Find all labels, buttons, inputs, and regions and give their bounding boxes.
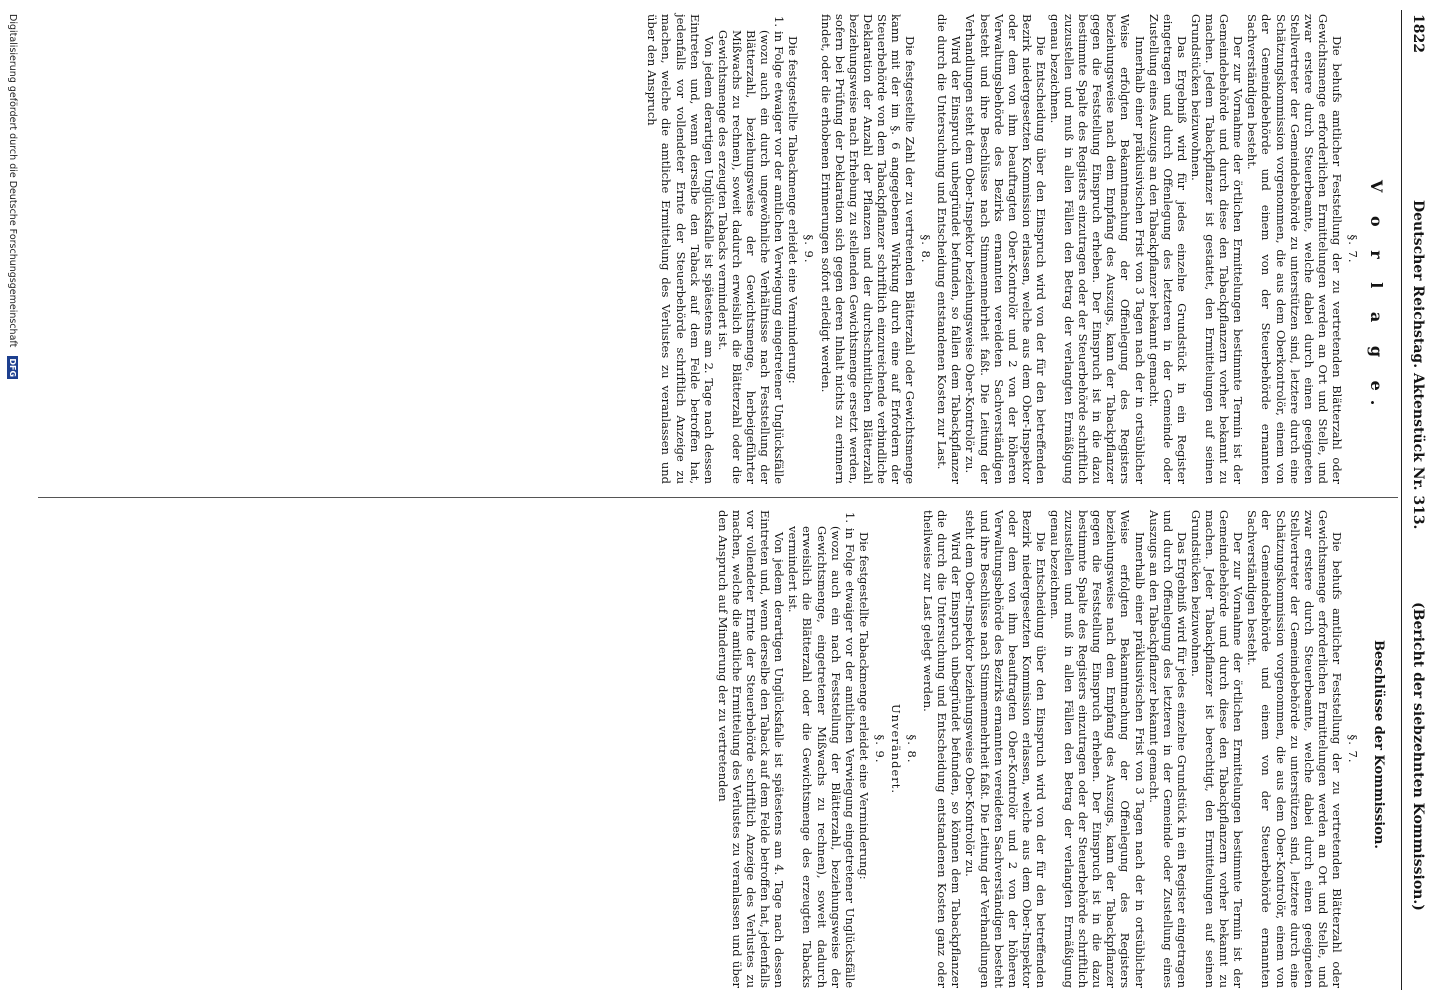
right-s9-item1: 1. in Folge etwaiger vor der amtlichen Verwiegung eingetretener Unglücksfälle (wozu auch ein nach Feststellung der Blätterzahl, beziehungsweise der Gewichtsmenge, eingetretener Mißwachs zu rechnen), soweit dadurch erweislich die Blätterzahl oder die Gewichtsmenge des erzeugten Tabacks vermindert ist. [786,512,857,988]
right-s7-p2: Der zur Vornahme der örtlichen Ermittelungen bestimmte Termin ist der Gemeindebehörde und durch diese den Tabackpflanzern vorher bekannt zu machen. Jeder Tabackpflanzer ist berechtigt, den Ermittelungen auf seinen Grundstücken beizuwohnen. [1188,510,1246,988]
right-column-title: Beschlüsse der Kommission. [1371,640,1386,849]
left-s9-item1: 1. in Folge etwaiger vor der amtlichen Verwiegung eingetretener Unglücksfälle (wozu auch ein durch ungewöhnliche Verhältnisse nach Feststellung der Blätterzahl, beziehungsweise der Gewichtsmenge, herbeigeführter Mißwachs zu rechnen), soweit dadurch erweislich die Blätterzahl oder die Gewichtsmenge des erzeugten Tabacks vermindert ist. [715,16,787,484]
left-column [645,14,1362,484]
left-s7-p6: Wird der Einspruch unbegründet befunden, so fallen dem Tabackpflanzer die durch die Untersuchung und Entscheidung entstandenen Kosten zur Last. [935,14,964,484]
right-s9-heading: §. 9. [872,734,887,764]
right-s7-p3: Das Ergebniß wird für jedes einzelne Grundstück in ein Register eingetragen und durch Offenlegung des letzteren in der Gemeinde oder Zustellung eines Auszugs an den Tabackpflanzer bekannt gemacht. [1146,510,1189,988]
left-s9-p2: Von jedem derartigen Unglücksfalle ist spätestens am 2. Tage nach dessen Eintreten und, wenn derselbe den Taback auf dem Felde betroffen hat, jedenfalls vor vollendeter Ernte der Steuerbehörde schriftlich Anzeige zu machen, welche die amtliche Ermittelung des Verlustes zu veranlassen und über den Anspruch [645,14,716,484]
page-number: 1822 [1410,14,1426,53]
left-s7-heading: §. 7. [1346,234,1360,264]
left-s7-p4: Innerhalb einer präklusivischen Frist von 3 Tagen nach der in ortsüblicher Weise erfolgten Bekanntmachung der Offenlegung des Registers beziehungsweise nach dem Empfang des Auszugs, kann der Tabackpflanzer gegen die Feststellung Einspruch erheben. Der Einspruch ist in die dazu bestimmte Spalte des Registers einzutragen oder der Steuerbehörde schriftlich zuzustellen und muß in allen Fällen den Betrag der verlangten Ermäßigung genau bezeichnen. [1048,14,1147,484]
dfg-logo-icon: DFG [8,358,17,378]
header-rule [1401,10,1402,990]
right-s7-p4: Innerhalb einer präklusivischen Frist von 3 Tagen nach der in ortsüblicher Weise erfolgten Bekanntmachung der Offenlegung des Registers beziehungsweise nach dem Empfang des Auszugs, kann der Tabackpflanzer gegen die Feststellung Einspruch erheben. Der Einspruch ist in die dazu bestimmte Spalte des Registers einzutragen oder der Steuerbehörde schriftlich zuzustellen und muß in allen Fällen den Betrag der verlangten Ermäßigung genau bezeichnen. [1048,510,1147,988]
right-s7-p5: Die Entscheidung über den Einspruch wird von der für den betreffenden Bezirk niedergesetzten Kommission erlassen, welche aus dem Ober-Inspektor oder dem von ihm beauftragten Ober-Kontrolör und 2 von der höheren Verwaltungsbehörde des Bezirks ernannten vereideten Sachverständigen besteht und ihre Beschlüsse nach Stimmenmehrheit faßt. Die Leitung der Verhandlungen steht dem Ober-Inspektor beziehungsweise Ober-Kontrolör zu. [963,510,1048,988]
right-s7-p1: Die behufs amtlicher Feststellung der zu vertretenden Blätterzahl oder Gewichtsmenge erforderlichen Ermittelungen werden an Ort und Stelle, und zwar erstere durch Steuerbeamte, welche dabei durch einen geeigneten Stellvertreter der Gemeindebehörde zu unterstützen sind, letztere durch eine Schätzungskommission vorgenommen, die aus dem Ober-Kontrolör, einem von der Gemeindebehörde und einem von der Steuerbehörde ernannten Sachverständigen besteht. [1245,510,1344,988]
right-s7-heading: §. 7. [1346,734,1360,764]
left-s7-p5: Die Entscheidung über den Einspruch wird von der für den betreffenden Bezirk niedergesetzten Kommission erlassen, welche aus dem Ober-Inspektor oder dem von ihm beauftragten Ober-Kontrolör und 2 von der höheren Verwaltungsbehörde des Bezirks ernannten vereideten Sachverständigen besteht und ihre Beschlüsse nach Stimmenmehrheit faßt. Die Leitung der Verhandlungen steht dem Ober-Inspektor beziehungsweise Ober-Kontrolör zu. [963,14,1048,484]
left-column-title: V o r l a g e. [1367,180,1386,415]
left-s8-p1: Die festgestellte Zahl der zu vertretenden Blätterzahl oder Gewichtsmenge kann mit der im §. 6 angegebenen Wirkung durch eine auf Erfordern der Steuerbehörde von dem Tabackpflanzer schriftlich einzureichende verbindliche Deklaration der Anzahl der Pflanzen und der durchschnittlichen Blätterzahl beziehungsweise nach Erhebung zu stellenden Gewichtsmenge ersetzt werden, sofern bei Prüfung der Deklaration sich gegen deren Inhalt nichts zu erinnern findet, oder die erhobenen Erinnerungen sofort erledigt werden. [818,14,918,484]
right-column [716,510,1362,988]
left-s9-heading: §. 9. [802,234,817,264]
right-s8-unchanged: Unverändert. [889,703,903,795]
journal-subtitle: (Bericht der siebzehnten Kommission.) [1410,602,1426,911]
column-divider [38,497,1398,498]
left-s7-p3: Das Ergebniß wird für jedes einzelne Grundstück in ein Register eingetragen und durch Offenlegung des letzteren in der Gemeinde oder Zustellung eines Auszugs an den Tabackpflanzer bekannt gemacht. [1146,14,1189,484]
left-s7-p1: Die behufs amtlicher Feststellung der zu vertretenden Blätterzahl oder Gewichtsmenge erforderlichen Ermittelungen werden an Ort und Stelle, und zwar erstere durch Steuerbeamte, welche dabei durch einen geeigneten Stellvertreter der Gemeindebehörde zu unterstützen sind, letztere durch eine Schätzungskommission vorgenommen, die aus dem Oberkontrolör, einem von der Gemeindebehörde und einem von der Steuerbehörde ernannten Sachverständigen besteht. [1245,14,1344,484]
left-s7-p2: Der zur Vornahme der örtlichen Ermittelungen bestimmte Termin ist der Gemeindebehörde und durch diese den Tabackpflanzern vorher bekannt zu machen. Jedem Tabackpflanzer ist gestattet, den Ermittelungen auf seinen Grundstücken beizuwohnen. [1188,14,1246,484]
left-s9-p1: Die festgestellte Tabackmenge erleidet eine Verminderung: [786,36,801,384]
left-s8-heading: §. 8. [919,234,934,264]
digitization-note [7,14,18,379]
journal-title: Deutscher Reichstag. Aktenstück Nr. 313. [1410,200,1426,530]
right-s9-p2: Von jedem derartigen Unglücksfalle ist spätestens am 4. Tage nach dessen Eintreten und, wenn derselbe den Taback auf dem Felde betroffen hat, jedenfalls vor vollendeter Ernte der Steuerbehörde schriftlich Anzeige des Verlustes zu machen, welche die amtliche Ermittelung des Verlustes zu veranlassen und über den Anspruch auf Minderung der zu vertretenden [715,510,787,988]
digitization-text: Digitalisierung gefördert durch die Deutsche Forschungsgemeinschaft [7,14,18,348]
right-s9-p1: Die festgestellte Tabackmenge erleidet eine Verminderung: [856,532,871,880]
right-s8-heading: §. 8. [905,734,920,764]
right-s7-p6: Wird der Einspruch unbegründet befunden, so können dem Tabackpflanzer die durch die Untersuchung und Entscheidung entstandenen Kosten ganz oder theilweise zur Last gelegt werden. [921,510,964,988]
